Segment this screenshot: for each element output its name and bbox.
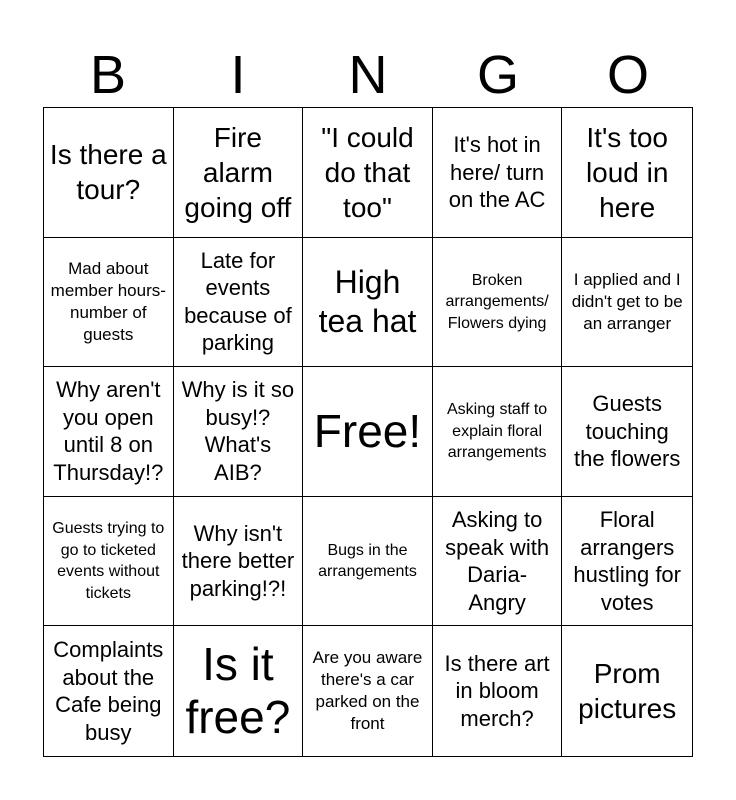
bingo-cell-r5-c4[interactable] xyxy=(433,626,563,756)
bingo-cell-text: Guests touching the flowers xyxy=(574,391,681,472)
bingo-cell-r5-c5[interactable] xyxy=(562,626,692,756)
bingo-cell-text: Complaints about the Cafe being busy xyxy=(53,637,164,745)
bingo-board xyxy=(43,107,693,757)
bingo-cell-r3-c2[interactable] xyxy=(174,367,304,497)
bingo-cell-text: Fire alarm going off xyxy=(184,121,292,223)
bingo-cell-text: Is it free? xyxy=(185,638,291,744)
bingo-cell-r1-c4[interactable] xyxy=(433,108,563,238)
bingo-cell-text: Floral arrangers hustling for votes xyxy=(573,507,681,615)
bingo-cell-r1-c1[interactable] xyxy=(44,108,174,238)
bingo-cell-r3-c1[interactable] xyxy=(44,367,174,497)
bingo-cell-text: Broken arrangements/ Flowers dying xyxy=(445,271,549,332)
header-letter-i: I xyxy=(230,45,246,105)
bingo-cell-r1-c5[interactable] xyxy=(562,108,692,238)
bingo-cell-r2-c2[interactable] xyxy=(174,238,304,368)
bingo-cell-text: It's hot in here/ turn on the AC xyxy=(448,132,546,213)
bingo-cell-r3-c5[interactable] xyxy=(562,367,692,497)
bingo-cell-text: Are you aware there's a car parked on the front xyxy=(312,648,423,734)
bingo-cell-text: Mad about member hours- number of guests xyxy=(50,258,166,344)
bingo-cell-text: Free! xyxy=(313,405,422,458)
bingo-cell-r4-c4[interactable] xyxy=(433,497,563,627)
bingo-cell-text: It's too loud in here xyxy=(585,121,669,223)
bingo-cell-r3-c4[interactable] xyxy=(433,367,563,497)
header-letter-g: G xyxy=(476,45,519,105)
bingo-cell-r1-c2[interactable] xyxy=(174,108,304,238)
bingo-cell-text: Asking staff to explain floral arrangements xyxy=(446,401,548,462)
header-letter-n: N xyxy=(348,45,388,105)
bingo-cell-text: "I could do that too" xyxy=(321,121,414,223)
bingo-cell-r4-c1[interactable] xyxy=(44,497,174,627)
bingo-cell-text: Why is it so busy!? What's AIB? xyxy=(181,377,295,485)
header-letter-b: B xyxy=(89,45,127,105)
bingo-cell-text: Is there art in bloom merch? xyxy=(444,650,550,731)
header-letter-o: O xyxy=(606,45,649,105)
bingo-cell-text: Prom pictures xyxy=(578,658,677,725)
bingo-cell-r4-c3[interactable] xyxy=(303,497,433,627)
bingo-cell-text: Why isn't there better parking!?! xyxy=(181,520,295,601)
bingo-cell-text: Guests trying to go to ticketed events without tickets xyxy=(52,519,165,602)
bingo-cell-text: Is there a tour? xyxy=(49,139,167,206)
bingo-cell-text: Why aren't you open until 8 on Thursday!? xyxy=(53,377,164,485)
bingo-cell-text: Late for events because of parking xyxy=(184,247,292,356)
bingo-cell-r4-c2[interactable] xyxy=(174,497,304,627)
bingo-cell-text: Asking to speak with Daria- Angry xyxy=(445,507,550,615)
bingo-cell-r4-c5[interactable] xyxy=(562,497,692,627)
bingo-cell-r3-c3[interactable] xyxy=(303,367,433,497)
bingo-cell-text: I applied and I didn't get to be an arranger xyxy=(571,269,683,333)
bingo-cell-r5-c2[interactable] xyxy=(174,626,304,756)
bingo-cell-r2-c5[interactable] xyxy=(562,238,692,368)
bingo-cell-r5-c3[interactable] xyxy=(303,626,433,756)
bingo-cell-r5-c1[interactable] xyxy=(44,626,174,756)
bingo-cell-r1-c3[interactable] xyxy=(303,108,433,238)
bingo-cell-text: Bugs in the arrangements xyxy=(318,541,417,581)
bingo-cell-r2-c3[interactable] xyxy=(303,238,433,368)
bingo-header xyxy=(43,44,693,106)
bingo-cell-r2-c4[interactable] xyxy=(433,238,563,368)
bingo-cell-text: High tea hat xyxy=(318,263,417,339)
bingo-cell-r2-c1[interactable] xyxy=(44,238,174,368)
